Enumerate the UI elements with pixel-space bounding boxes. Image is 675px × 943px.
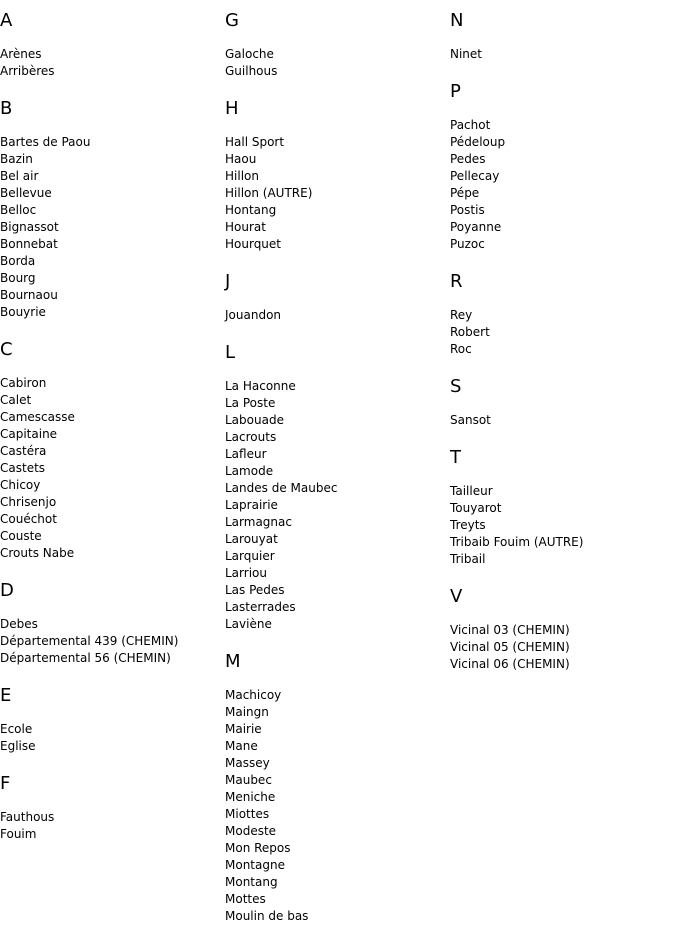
street-link[interactable]: Laprairie	[225, 498, 278, 512]
street-link[interactable]: Bazin	[0, 152, 33, 166]
street-link[interactable]: Départemental 439 (CHEMIN)	[0, 634, 179, 648]
street-link[interactable]: Bouyrie	[0, 305, 46, 319]
street-link[interactable]: Sansot	[450, 413, 491, 427]
street-link[interactable]: Larquier	[225, 549, 275, 563]
street-link[interactable]: Chicoy	[0, 478, 41, 492]
street-link[interactable]: Debes	[0, 617, 38, 631]
street-link[interactable]: Borda	[0, 254, 36, 268]
street-link[interactable]: Hourat	[225, 220, 266, 234]
street-link[interactable]: Guilhous	[225, 64, 278, 78]
letter-heading: G	[225, 10, 239, 31]
street-link[interactable]: Fauthous	[0, 810, 55, 824]
street-link[interactable]: La Haconne	[225, 379, 296, 393]
letter-group-c	[0, 339, 220, 562]
street-link[interactable]: Belloc	[0, 203, 37, 217]
street-link[interactable]: Tribail	[450, 552, 486, 566]
street-link[interactable]: Départemental 56 (CHEMIN)	[0, 651, 171, 665]
letter-group-l	[225, 342, 445, 633]
street-link[interactable]: Bellevue	[0, 186, 52, 200]
street-link[interactable]: Treyts	[450, 518, 486, 532]
letter-group-v	[450, 586, 670, 673]
street-link[interactable]: Castets	[0, 461, 46, 475]
street-index-column-1	[0, 10, 220, 861]
street-list	[450, 483, 670, 568]
letter-group-g	[225, 10, 445, 80]
letter-group-n	[450, 10, 670, 63]
street-link[interactable]: Bel air	[0, 169, 39, 183]
street-link[interactable]: Pépe	[450, 186, 480, 200]
street-link[interactable]: Larouyat	[225, 532, 278, 546]
street-link[interactable]: Rey	[450, 308, 473, 322]
street-link[interactable]: Crouts Nabe	[0, 546, 75, 560]
street-list	[0, 721, 220, 755]
street-link[interactable]: Lasterrades	[225, 600, 296, 614]
street-link[interactable]: Maingn	[225, 705, 269, 719]
street-link[interactable]: Vicinal 05 (CHEMIN)	[450, 640, 570, 654]
street-list	[0, 375, 220, 562]
street-link[interactable]: Roc	[450, 342, 472, 356]
street-link[interactable]: Las Pedes	[225, 583, 285, 597]
street-link[interactable]: Montagne	[225, 858, 285, 872]
street-list	[225, 46, 445, 80]
street-list	[225, 134, 445, 253]
letter-heading: H	[225, 98, 239, 119]
street-link[interactable]: Lafleur	[225, 447, 267, 461]
letter-group-a	[0, 10, 220, 80]
street-link[interactable]: Chrisenjo	[0, 495, 57, 509]
street-link[interactable]: Maubec	[225, 773, 272, 787]
street-link[interactable]: Pellecay	[450, 169, 500, 183]
street-list	[450, 307, 670, 358]
street-list	[0, 616, 220, 667]
street-link[interactable]: Bournaou	[0, 288, 58, 302]
street-link[interactable]: Landes de Maubec	[225, 481, 338, 495]
letter-heading: L	[225, 342, 236, 363]
street-link[interactable]: Bignassot	[0, 220, 59, 234]
street-link[interactable]: Lamode	[225, 464, 274, 478]
street-link[interactable]: Cabiron	[0, 376, 47, 390]
street-index-column-3	[450, 10, 670, 691]
street-link[interactable]: Mairie	[225, 722, 262, 736]
street-link[interactable]: Eglise	[0, 739, 36, 753]
street-link[interactable]: Mon Repos	[225, 841, 291, 855]
street-link[interactable]: Tailleur	[450, 484, 493, 498]
street-link[interactable]: Ecole	[0, 722, 33, 736]
street-link[interactable]: Couéchot	[0, 512, 57, 526]
letter-heading: M	[225, 651, 241, 672]
street-link[interactable]: Poyanne	[450, 220, 502, 234]
street-link[interactable]: Lacrouts	[225, 430, 277, 444]
street-list	[0, 809, 220, 843]
street-link[interactable]: La Poste	[225, 396, 276, 410]
street-link[interactable]: Montang	[225, 875, 278, 889]
street-link[interactable]: Ninet	[450, 47, 483, 61]
letter-group-j	[225, 271, 445, 324]
street-link[interactable]: Capitaine	[0, 427, 58, 441]
street-link[interactable]: Mottes	[225, 892, 266, 906]
street-link[interactable]: Pachot	[450, 118, 491, 132]
street-link[interactable]: Calet	[0, 393, 32, 407]
letter-group-e	[0, 685, 220, 755]
street-link[interactable]: Machicoy	[225, 688, 282, 702]
letter-heading: N	[450, 10, 464, 31]
letter-heading: F	[0, 773, 11, 794]
street-link[interactable]: Puzoc	[450, 237, 485, 251]
street-list	[450, 412, 670, 429]
street-list	[450, 117, 670, 253]
street-list	[450, 46, 670, 63]
letter-heading: P	[450, 81, 461, 102]
letter-heading: V	[450, 586, 463, 607]
street-link[interactable]: Modeste	[225, 824, 277, 838]
street-link[interactable]: Mane	[225, 739, 258, 753]
street-link[interactable]: Larmagnac	[225, 515, 292, 529]
street-link[interactable]: Pedes	[450, 152, 486, 166]
street-link[interactable]: Robert	[450, 325, 490, 339]
street-link[interactable]: Bourg	[0, 271, 36, 285]
letter-group-r	[450, 271, 670, 358]
street-link[interactable]: Moulin de bas	[225, 909, 309, 923]
street-link[interactable]: Laviène	[225, 617, 272, 631]
street-link[interactable]: Tribaib Fouim (AUTRE)	[450, 535, 584, 549]
street-link[interactable]: Hall Sport	[225, 135, 285, 149]
street-link[interactable]: Vicinal 03 (CHEMIN)	[450, 623, 570, 637]
street-list	[0, 46, 220, 80]
letter-heading: J	[225, 271, 231, 292]
letter-group-p	[450, 81, 670, 253]
street-list	[450, 622, 670, 673]
street-link[interactable]: Meniche	[225, 790, 276, 804]
letter-heading: T	[450, 447, 461, 468]
street-link[interactable]: Hillon (AUTRE)	[225, 186, 313, 200]
street-link[interactable]: Touyarot	[450, 501, 502, 515]
street-link[interactable]: Bonnebat	[0, 237, 58, 251]
letter-group-s	[450, 376, 670, 429]
street-link[interactable]: Hontang	[225, 203, 277, 217]
street-list	[225, 307, 445, 324]
street-index-column-2	[225, 10, 445, 943]
street-link[interactable]: Castéra	[0, 444, 47, 458]
letter-heading: S	[450, 376, 462, 397]
letter-heading: E	[0, 685, 12, 706]
letter-group-f	[0, 773, 220, 843]
street-link[interactable]: Arènes	[0, 47, 42, 61]
street-list	[225, 687, 445, 925]
letter-group-d	[0, 580, 220, 667]
street-link[interactable]: Hourquet	[225, 237, 282, 251]
letter-heading: C	[0, 339, 13, 360]
letter-group-b	[0, 98, 220, 321]
street-link[interactable]: Miottes	[225, 807, 270, 821]
street-list	[0, 134, 220, 321]
letter-group-h	[225, 98, 445, 253]
street-link[interactable]: Jouandon	[225, 308, 282, 322]
street-link[interactable]: Haou	[225, 152, 257, 166]
street-link[interactable]: Pédeloup	[450, 135, 506, 149]
letter-group-t	[450, 447, 670, 568]
letter-heading: D	[0, 580, 14, 601]
street-link[interactable]: Postis	[450, 203, 485, 217]
letter-group-m	[225, 651, 445, 925]
street-link[interactable]: Larriou	[225, 566, 267, 580]
street-list	[225, 378, 445, 633]
street-link[interactable]: Bartes de Paou	[0, 135, 91, 149]
street-link[interactable]: Hillon	[225, 169, 259, 183]
street-link[interactable]: Labouade	[225, 413, 284, 427]
street-link[interactable]: Camescasse	[0, 410, 75, 424]
letter-heading: A	[0, 10, 13, 31]
street-link[interactable]: Galoche	[225, 47, 274, 61]
letter-heading: B	[0, 98, 13, 119]
street-link[interactable]: Vicinal 06 (CHEMIN)	[450, 657, 570, 671]
letter-heading: R	[450, 271, 463, 292]
street-link[interactable]: Massey	[225, 756, 270, 770]
street-link[interactable]: Arribères	[0, 64, 55, 78]
street-link[interactable]: Fouim	[0, 827, 37, 841]
street-link[interactable]: Couste	[0, 529, 42, 543]
